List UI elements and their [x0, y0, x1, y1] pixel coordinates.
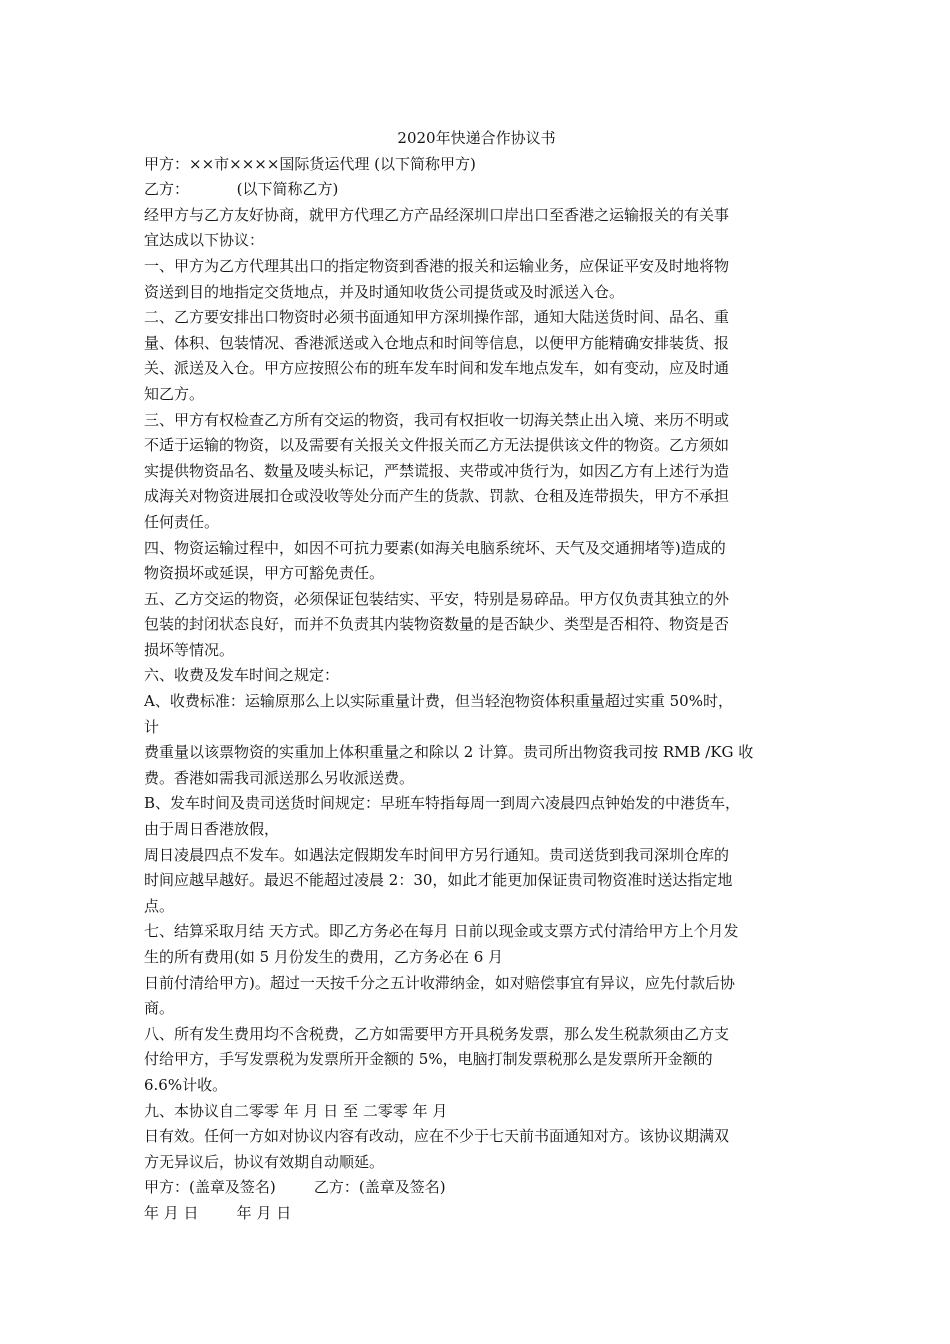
- clause-2-line: 量、体积、包装情况、香港派送或入仓地点和时间等信息，以便甲方能精确安排装货、报: [144, 333, 730, 352]
- party-b-line: 乙方： (以下简称乙方): [144, 180, 339, 199]
- clause-9-line: 九、本协议自二零零 年 月 日 至 二零零 年 月: [144, 1101, 448, 1120]
- clause-6b-line: 由于周日香港放假，: [144, 820, 280, 839]
- date-line: 年 月 日 年 月 日: [144, 1203, 292, 1222]
- clause-9-line: 日有效。任何一方如对协议内容有改动，应在不少于七天前书面通知对方。该协议期满双: [144, 1127, 730, 1146]
- clause-6a-line: A、收费标准：运输原那么上以实际重量计费，但当轻泡物资体积重量超过实重 50%时，: [144, 692, 733, 711]
- clause-4-line: 四、物资运输过程中，如因不可抗力要素(如海关电脑系统坏、天气及交通拥堵等)造成的: [144, 538, 726, 557]
- clause-9-line: 方无异议后，协议有效期自动顺延。: [144, 1152, 385, 1171]
- clause-3-line: 成海关对物资进展扣仓或没收等处分而产生的货款、罚款、仓租及连带损失，甲方不承担: [144, 487, 730, 506]
- clause-8-line: 八、所有发生费用均不含税费，乙方如需要甲方开具税务发票，那么发生税款须由乙方支: [144, 1024, 730, 1043]
- clause-5-line: 损坏等情况。: [144, 640, 235, 659]
- clause-1-line: 一、甲方为乙方代理其出口的指定物资到香港的报关和运输业务，应保证平安及时地将物: [144, 256, 730, 275]
- clause-6a-line: 费。香港如需我司派送那么另收派送费。: [144, 768, 415, 787]
- clause-3-line: 实提供物资品名、数量及唛头标记，严禁谎报、夹带或冲货行为，如因乙方有上述行为造: [144, 461, 730, 480]
- signature-line: 甲方：(盖章及签名) 乙方：(盖章及签名): [144, 1178, 446, 1197]
- party-a-line: 甲方：××市××××国际货运代理 (以下简称甲方): [144, 154, 476, 173]
- document-title: 2020年快递合作协议书: [397, 129, 556, 147]
- document-lines: [144, 152, 809, 1227]
- clause-2-line: 关、派送及入仓。甲方应按照公布的班车发车时间和发车地点发车，如有变动，应及时通: [144, 359, 730, 378]
- clause-6-heading: 六、收费及发车时间之规定：: [144, 666, 340, 685]
- clause-6b-line: B、发车时间及贵司送货时间规定：早班车特指每周一到周六凌晨四点钟始发的中港货车，: [144, 794, 741, 813]
- clause-7-line: 商。: [144, 999, 175, 1018]
- clause-6b-line: 周日凌晨四点不发车。如遇法定假期发车时间甲方另行通知。贵司送货到我司深圳仓库的: [144, 845, 730, 864]
- clause-8-line: 付给甲方，手写发票税为发票所开金额的 5%，电脑打制发票税那么是发票所开金额的: [144, 1050, 713, 1069]
- clause-8-line: 6.6%计收。: [144, 1075, 228, 1094]
- clause-5-line: 五、乙方交运的物资，必须保证包装结实、平安，特别是易碎品。甲方仅负责其独立的外: [144, 589, 730, 608]
- clause-6b-line: 点。: [144, 896, 175, 915]
- intro-line: 经甲方与乙方友好协商，就甲方代理乙方产品经深圳口岸出口至香港之运输报关的有关事: [144, 205, 730, 224]
- document-body: [144, 126, 809, 1227]
- clause-3-line: 任何责任。: [144, 512, 220, 531]
- clause-4-line: 物资损坏或延误，甲方可豁免责任。: [144, 564, 385, 583]
- clause-6b-line: 时间应越早越好。最迟不能超过凌晨 2：30，如此才能更加保证贵司物资准时送达指定地: [144, 871, 733, 890]
- clause-1-line: 资送到目的地指定交货地点，并及时通知收货公司提货或及时派送入仓。: [144, 282, 625, 301]
- clause-5-line: 包装的封闭状态良好，而并不负责其内装物资数量的是否缺少、类型是否相符、物资是否: [144, 615, 730, 634]
- clause-7-line: 日前付清给甲方)。超过一天按千分之五计收滞纳金，如对赔偿事宜有异议，应先付款后协: [144, 973, 735, 992]
- clause-2-line: 二、乙方要安排出口物资时必须书面通知甲方深圳操作部，通知大陆送货时间、品名、重: [144, 308, 730, 327]
- clause-3-line: 不适于运输的物资，以及需要有关报关文件报关而乙方无法提供该文件的物资。乙方须如: [144, 436, 730, 455]
- clause-7-line: 生的所有费用(如 5 月份发生的费用，乙方务必在 6 月: [144, 948, 504, 966]
- clause-7-line: 七、结算采取月结 天方式。即乙方务必在每月 日前以现金或支票方式付清给甲方上个月发: [144, 922, 739, 941]
- clause-2-line: 知乙方。: [144, 384, 205, 403]
- intro-line: 宜达成以下协议：: [144, 231, 265, 250]
- clause-3-line: 三、甲方有权检查乙方所有交运的物资，我司有权拒收一切海关禁止出入境、来历不明或: [144, 410, 730, 429]
- clause-6a-line: 计: [144, 717, 160, 736]
- clause-6a-line: 费重量以该票物资的实重加上体积重量之和除以 2 计算。贵司所出物资我司按 RMB /KG 收: [144, 743, 754, 762]
